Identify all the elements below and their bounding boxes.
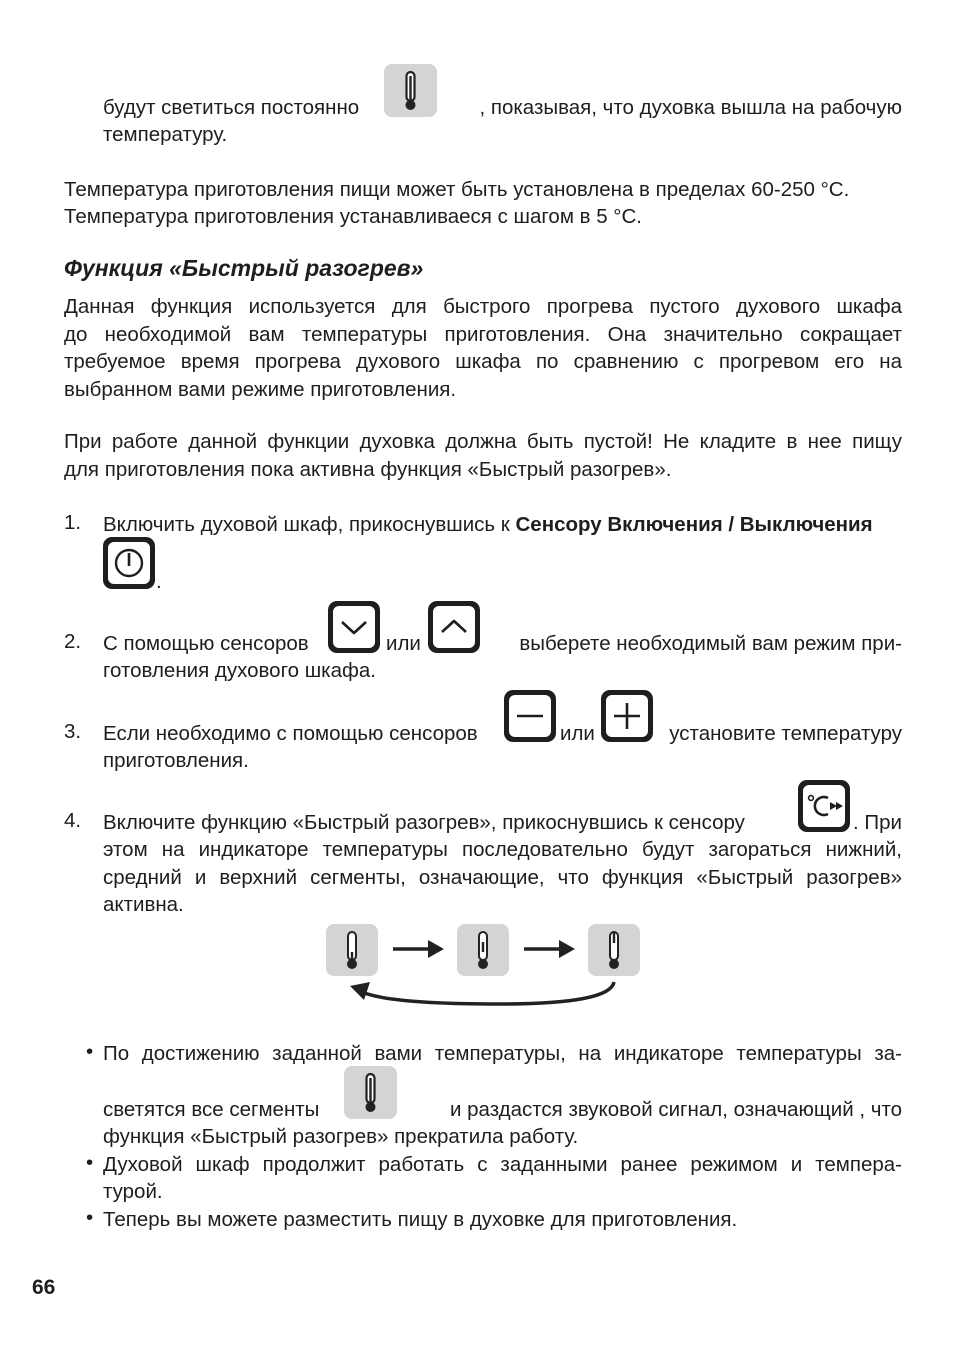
step-4-continued — [103, 836, 902, 919]
return-arrow-icon — [350, 982, 614, 1004]
fast-heat-icon — [797, 779, 851, 833]
thermometer-icon — [344, 1066, 397, 1119]
thermometer-icon — [384, 64, 437, 117]
power-sensor-label: Сенсору Включения / Выключения — [515, 513, 873, 536]
bullet-1-line1: По достижению заданной вами температуры, на индикаторе температуры за- — [103, 1042, 902, 1065]
warning-line: При работе данной функции духовка должна быть пустой! Не кладите в нее пищу — [64, 430, 902, 453]
power-icon — [102, 536, 156, 590]
arrow-right-icon — [524, 940, 575, 958]
bullet-symbol: • — [86, 1151, 94, 1174]
fast-heat-sequence-diagram — [320, 920, 650, 1010]
chevron-down-icon — [327, 600, 381, 654]
temperature-range-line2: Температура приготовления устанавливаеся с шагом в 5 °С. — [64, 205, 642, 228]
bullet-symbol: • — [86, 1206, 94, 1229]
intro-text-b: , показывая, что духовка вышла на рабочую — [479, 96, 902, 119]
thermometer-mid-icon — [457, 924, 509, 976]
bullet-symbol: • — [86, 1040, 94, 1063]
minus-icon — [503, 689, 557, 743]
plus-icon — [600, 689, 654, 743]
step-number: 4. — [64, 809, 82, 832]
section-title: Функция «Быстрый разогрев» — [64, 255, 424, 281]
description-paragraph — [64, 293, 902, 403]
step-4-line: активна. — [103, 893, 184, 916]
bullet-2-line2: турой. — [103, 1180, 163, 1203]
description-line: выбранном вами режиме приготовления. — [64, 377, 457, 401]
step-3-text-b: установите температуру — [669, 722, 902, 745]
step-1-tail: . — [156, 570, 162, 593]
intro-text-a: будут светиться постоянно — [103, 96, 360, 119]
step-2-or: или — [386, 632, 421, 655]
arrow-right-icon — [393, 940, 444, 958]
bullet-1-line2-b: и раздастся звуковой сигнал, означающий , что — [449, 1098, 902, 1121]
description-line: Данная функция используется для быстрого прогрева пустого духового шкафа — [64, 295, 902, 318]
bullet-3-line1: Теперь вы можете разместить пищу в духовке для приготовления. — [103, 1208, 738, 1231]
intro-text-line2: температуру. — [103, 123, 228, 146]
step-1-text — [103, 511, 902, 539]
step-4-text-a: Включите функцию «Быстрый разогрев», прикоснувшись к сенсору — [103, 811, 745, 834]
chevron-up-icon — [427, 600, 481, 654]
step-number: 3. — [64, 720, 82, 743]
step-number: 1. — [64, 511, 82, 534]
step-4-text-b: . При — [853, 811, 902, 834]
page-number: 66 — [32, 1276, 56, 1299]
description-line: до необходимой вам температуры приготовления. Она значительно сокращает — [64, 322, 902, 346]
bullet-1-line3: функция «Быстрый разогрев» прекратила работу. — [103, 1125, 579, 1148]
warning-line: для приготовления пока активна функция «Быстрый разогрев». — [64, 457, 672, 481]
warning-paragraph — [64, 428, 902, 483]
step-3-text-a: Если необходимо с помощью сенсоров — [103, 722, 478, 745]
bullet-2-line1: Духовой шкаф продолжит работать с заданными ранее режимом и темпера- — [103, 1153, 902, 1176]
step-3-line2: приготовления. — [103, 749, 249, 772]
step-2-text-a: С помощью сенсоров — [103, 632, 309, 655]
temperature-range-line1: Температура приготовления пищи может быть установлена в пределах 60-250 °С. — [64, 178, 850, 201]
step-3-or: или — [560, 722, 595, 745]
description-line: требуемое время прогрева духового шкафа по сравнению с прогревом его на — [64, 350, 902, 373]
step-2-text-b: выберете необходимый вам режим при- — [519, 632, 902, 655]
step-4-line: средний и верхний сегменты, означающие, что функция «Быстрый разогрев» — [103, 865, 902, 889]
step-1-text-a: Включить духовой шкаф, прикоснувшись к — [103, 513, 516, 536]
step-2-line2: готовления духового шкафа. — [103, 659, 376, 682]
step-4-line: этом на индикаторе температуры последовательно будут загораться нижний, — [103, 838, 902, 861]
step-number: 2. — [64, 630, 82, 653]
thermometer-high-icon — [588, 924, 640, 976]
thermometer-low-icon — [326, 924, 378, 976]
bullet-1-line2-a: светятся все сегменты — [103, 1098, 320, 1121]
